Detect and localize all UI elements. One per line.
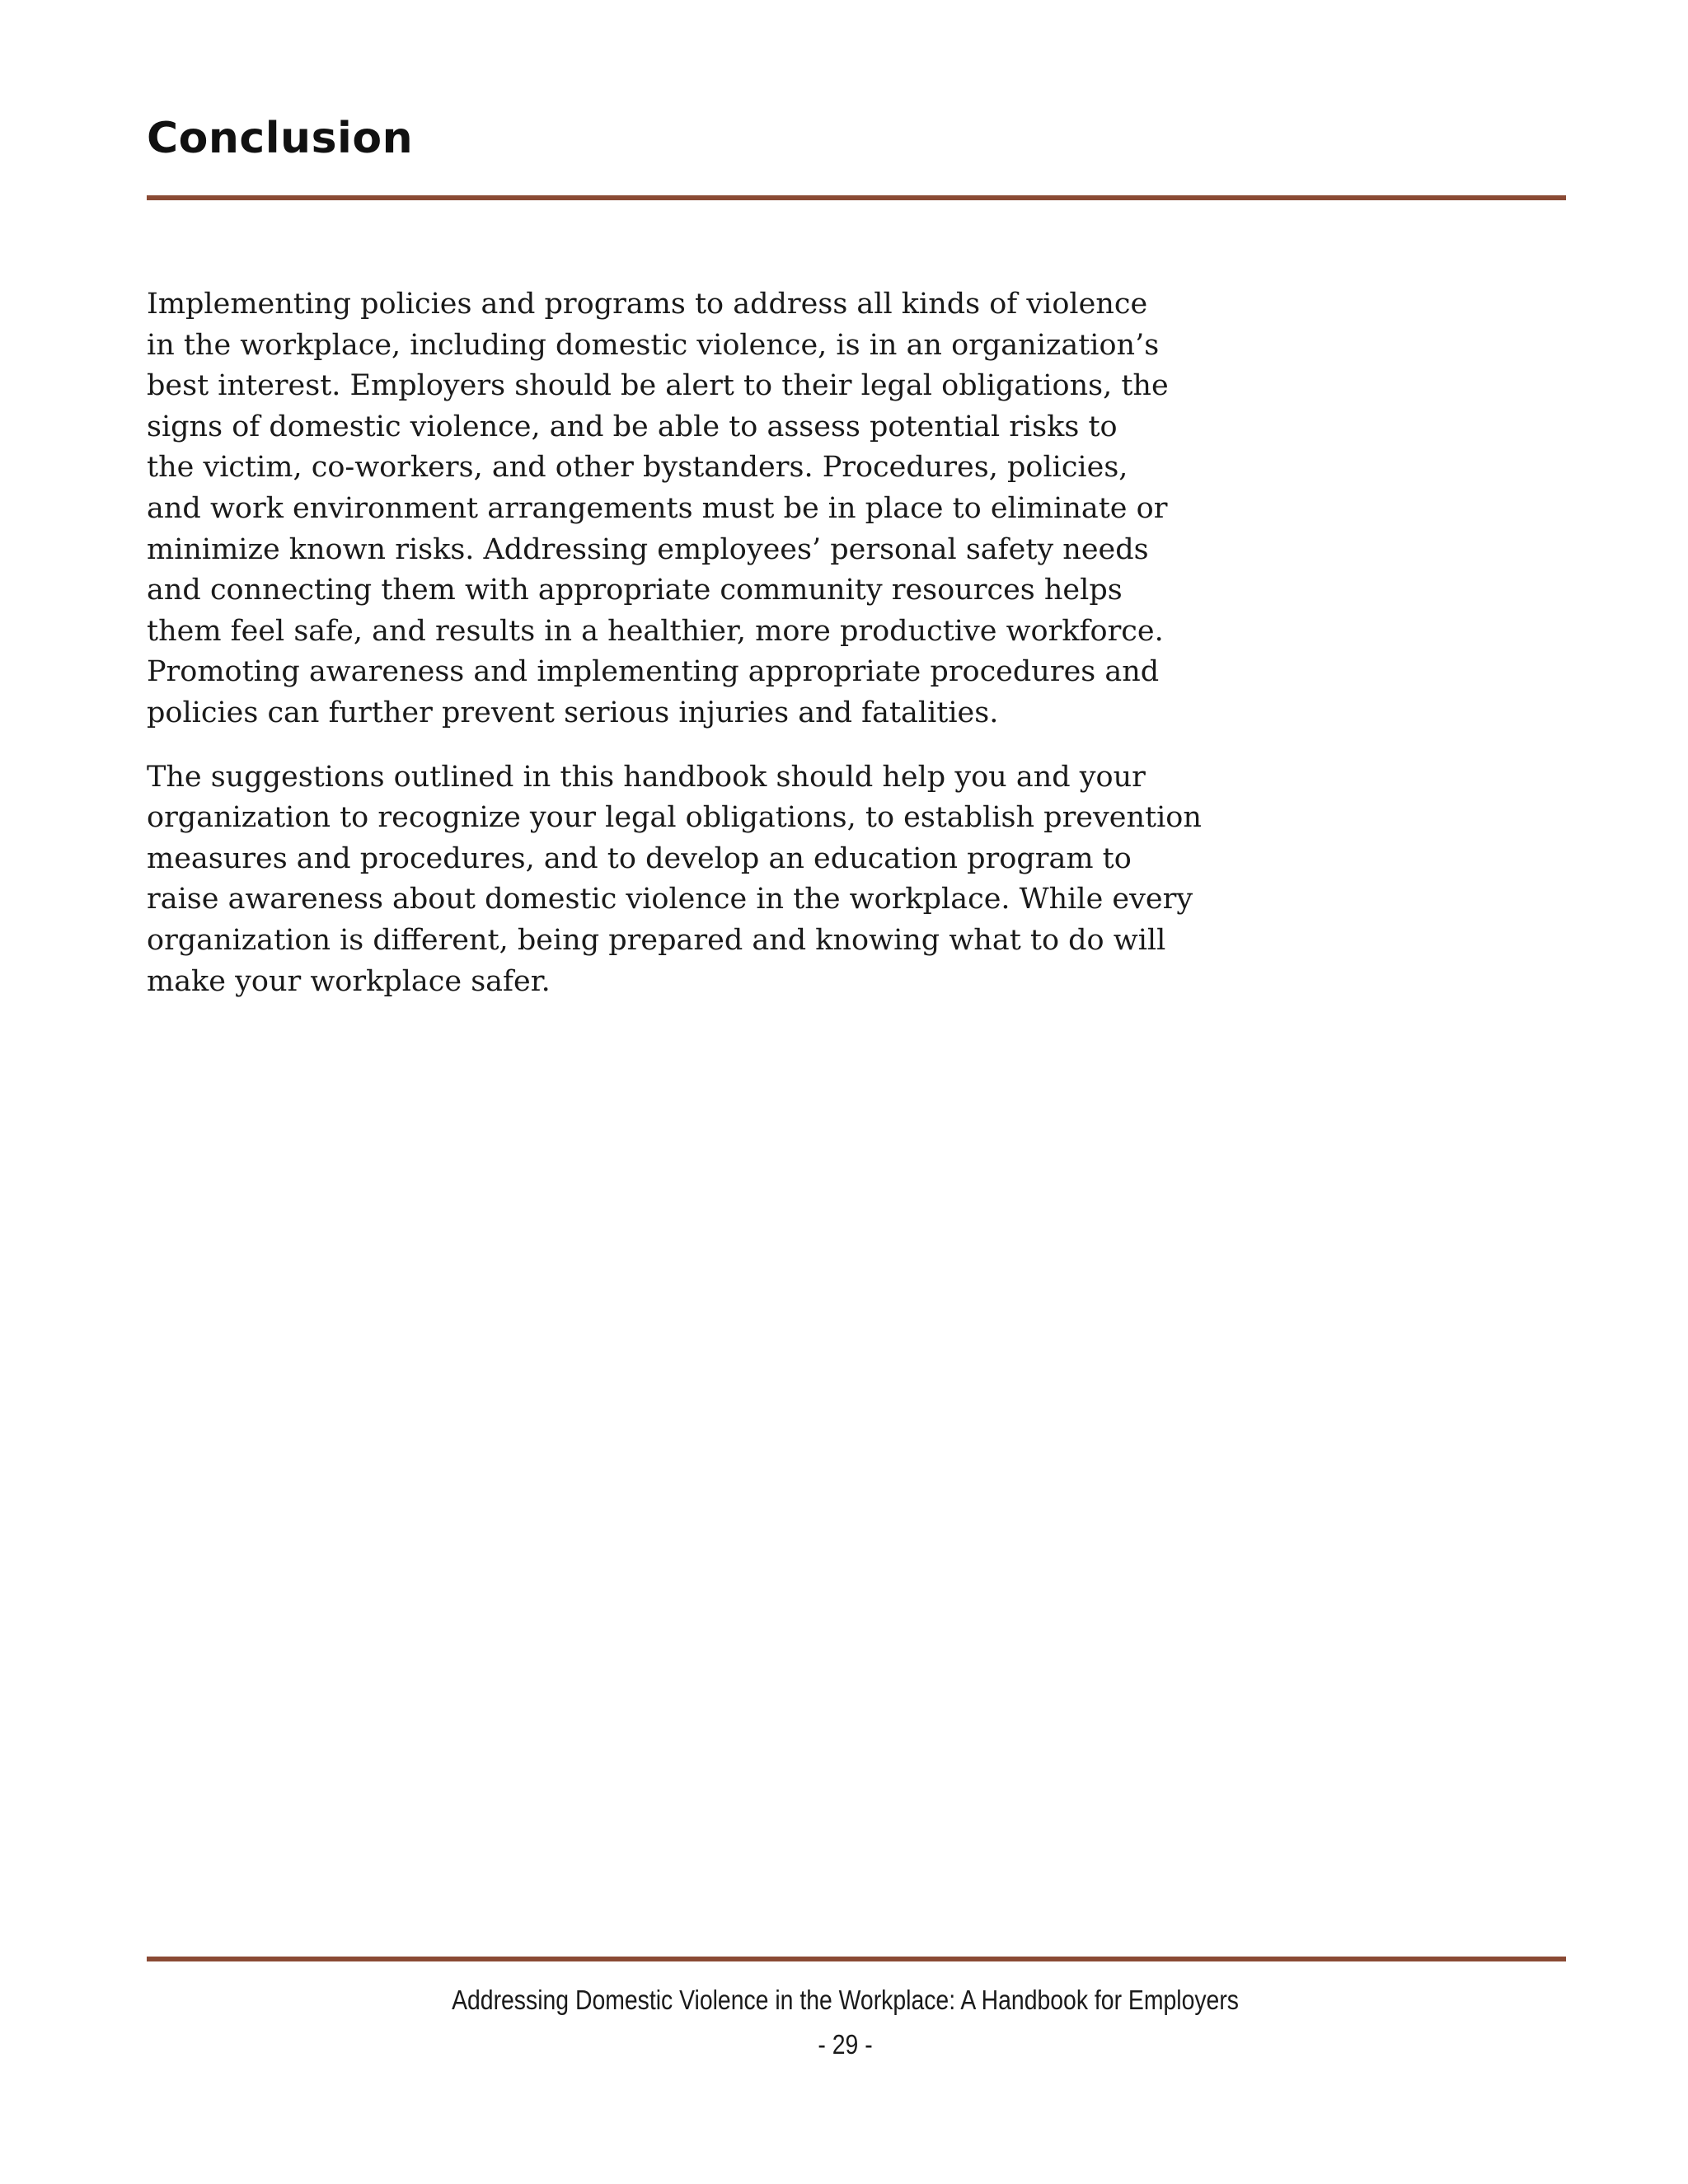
body-text xyxy=(147,284,1202,1025)
paragraph xyxy=(147,757,1202,1003)
text-line: in the workplace, including domestic violence, is in an organization’s xyxy=(147,328,1160,362)
text-line: The suggestions outlined in this handbook should help you and your xyxy=(147,760,1146,794)
text-line: policies can further prevent serious injuries and fatalities. xyxy=(147,696,999,729)
text-line: best interest. Employers should be alert to their legal obligations, the xyxy=(147,369,1169,403)
text-line: raise awareness about domestic violence in the workplace. While every xyxy=(147,883,1193,916)
text-line: minimize known risks. Addressing employees’ personal safety needs xyxy=(147,532,1149,566)
footer-title: Addressing Domestic Violence in the Workplace: A Handbook for Employers xyxy=(452,1985,1239,2015)
page-number: - 29 - xyxy=(818,2029,873,2060)
text-line: make your workplace safer. xyxy=(147,964,551,998)
text-line: them feel safe, and results in a healthier, more productive workforce. xyxy=(147,614,1164,648)
text-line: and work environment arrangements must be in place to eliminate or xyxy=(147,491,1168,525)
footer-divider xyxy=(147,1957,1566,1961)
text-line: Implementing policies and programs to address all kinds of violence xyxy=(147,288,1148,321)
text-line: Promoting awareness and implementing appropriate procedures and xyxy=(147,655,1160,689)
text-line: signs of domestic violence, and be able to assess potential risks to xyxy=(147,410,1118,443)
text-line: organization is different, being prepared and knowing what to do will xyxy=(147,923,1166,957)
page-heading: Conclusion xyxy=(147,114,414,163)
heading-divider xyxy=(147,195,1566,200)
text-line: and connecting them with appropriate community resources helps xyxy=(147,574,1123,607)
text-line: measures and procedures, and to develop an education program to xyxy=(147,841,1132,875)
text-line: the victim, co-workers, and other bystanders. Procedures, policies, xyxy=(147,451,1128,485)
paragraph xyxy=(147,284,1177,734)
text-line: organization to recognize your legal obligations, to establish prevention xyxy=(147,801,1202,835)
